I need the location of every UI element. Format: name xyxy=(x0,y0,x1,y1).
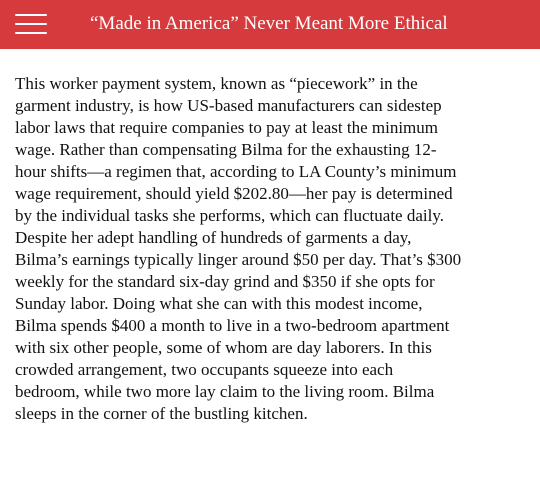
article-text-line: weekly for the standard six-day grind and $350 if she opts for xyxy=(15,272,435,291)
article-text-line: garment industry, is how US-based manufacturers can sidestep xyxy=(15,96,442,115)
article-text-line: Despite her adept handling of hundreds of garments a day, xyxy=(15,228,412,247)
menu-icon-bar xyxy=(15,23,47,25)
article-text-line: crowded arrangement, two occupants squeeze into each xyxy=(15,360,394,379)
menu-icon-bar xyxy=(15,14,47,16)
article-text-line: Sunday labor. Doing what she can with this modest income, xyxy=(15,294,423,313)
article-text-line: Bilma spends $400 a month to live in a two-bedroom apartment xyxy=(15,316,450,335)
article-title: “Made in America” Never Meant More Ethical xyxy=(90,13,448,34)
article-text-line: This worker payment system, known as “piecework” in the xyxy=(15,74,418,93)
article-text-line: sleeps in the corner of the bustling kitchen. xyxy=(15,404,308,423)
article-text-line: labor laws that require companies to pay at least the minimum xyxy=(15,118,438,137)
top-header-bar xyxy=(0,0,540,49)
article-text-line: bedroom, while two more lay claim to the living room. Bilma xyxy=(15,382,435,401)
hamburger-menu-icon[interactable] xyxy=(15,13,47,35)
article-text-line: with six other people, some of whom are day laborers. In this xyxy=(15,338,432,357)
article-text-line: wage. Rather than compensating Bilma for the exhausting 12- xyxy=(15,140,437,159)
article-text-line: hour shifts—a regimen that, according to LA County’s minimum xyxy=(15,162,457,181)
article-text-line: wage requirement, should yield $202.80—her pay is determined xyxy=(15,184,453,203)
article-text-line: by the individual tasks she performs, which can fluctuate daily. xyxy=(15,206,444,225)
article-text-line: Bilma’s earnings typically linger around $50 per day. That’s $300 xyxy=(15,250,462,269)
menu-icon-bar xyxy=(15,32,47,34)
article-body xyxy=(15,73,530,425)
